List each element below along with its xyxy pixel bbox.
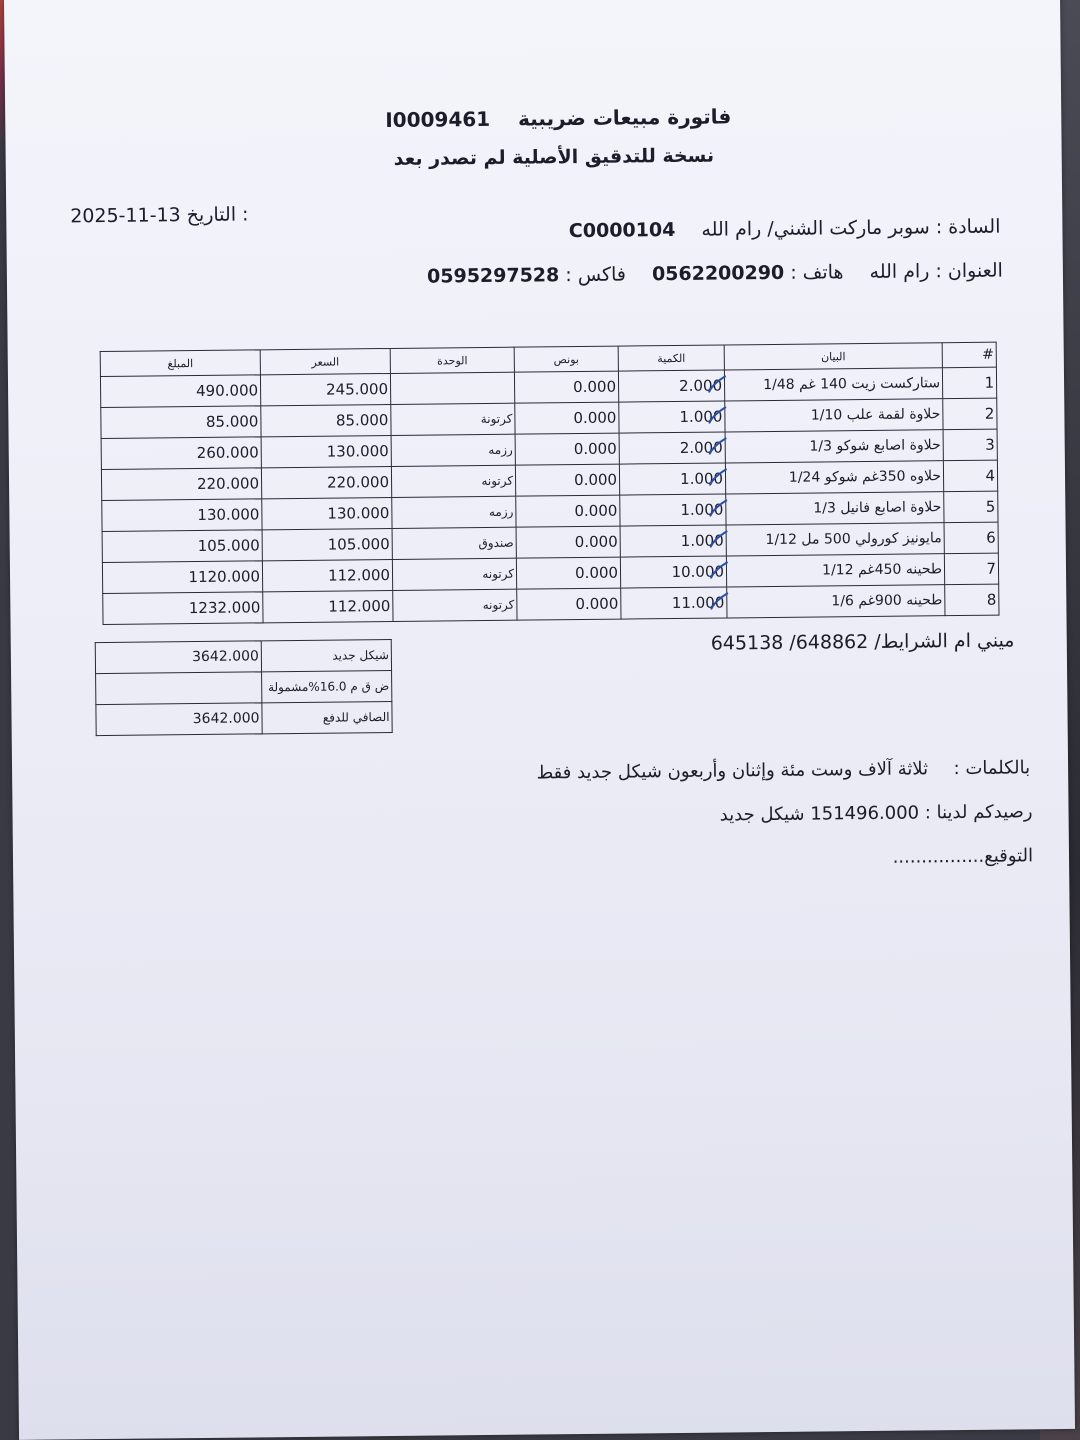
pen-checkmark-icon xyxy=(707,404,727,426)
header-price: السعر xyxy=(260,348,390,374)
row-price: 130.000 xyxy=(262,497,392,529)
vat-value xyxy=(96,672,262,705)
pen-checkmark-icon xyxy=(707,373,727,395)
balance-value: 151496.000 xyxy=(810,802,920,825)
customer-code: C0000104 xyxy=(568,218,676,243)
row-unit: كرتونه xyxy=(393,589,517,621)
row-desc xyxy=(726,554,944,587)
address-value: رام الله xyxy=(869,260,930,283)
row-idx: 2 xyxy=(943,398,997,430)
pen-checkmark-icon xyxy=(708,466,728,488)
items-body xyxy=(100,367,999,624)
pen-checkmark-icon xyxy=(709,528,729,550)
totals-table xyxy=(95,639,393,736)
balance-currency: شيكل جديد xyxy=(719,803,805,826)
customer-name: سوبر ماركت الشني/ رام الله xyxy=(701,216,930,241)
row-bonus: 0.000 xyxy=(516,557,620,589)
net-row xyxy=(96,701,392,735)
row-bonus: 0.000 xyxy=(517,588,621,620)
phone-label: هاتف : xyxy=(790,261,844,284)
address-line xyxy=(427,260,1003,288)
items-table xyxy=(100,342,1000,625)
row-unit: كرتونه xyxy=(391,465,515,497)
invoice-title xyxy=(385,104,731,132)
row-unit xyxy=(390,372,514,404)
row-qty: 1.000 xyxy=(620,494,726,526)
row-price: 112.000 xyxy=(263,590,393,622)
row-bonus: 0.000 xyxy=(516,495,620,527)
row-idx: 8 xyxy=(945,584,999,616)
row-amount: 130.000 xyxy=(102,499,262,532)
row-desc xyxy=(724,368,942,401)
row-idx: 4 xyxy=(943,460,997,492)
date-value: 2025-11-13 xyxy=(70,204,181,228)
row-amount: 260.000 xyxy=(101,437,261,470)
row-price: 105.000 xyxy=(262,528,392,560)
header-idx: # xyxy=(942,342,996,368)
customer-label: السادة : xyxy=(935,215,1001,239)
row-qty: 2.000 xyxy=(619,432,725,464)
row-qty: 1.000 xyxy=(619,401,725,433)
fax-value: 0595297528 xyxy=(426,264,560,288)
row-qty: 1.000 xyxy=(620,525,726,557)
net-label: الصافي للدفع xyxy=(262,701,392,733)
row-idx: 6 xyxy=(944,522,998,554)
row-qty: 2.000 xyxy=(618,370,724,402)
header-amount: المبلغ xyxy=(100,350,260,377)
subtotal-row xyxy=(95,639,391,673)
handwritten-note: ميني ام الشرايط/ 648862/ 645138 xyxy=(710,629,1015,655)
row-desc xyxy=(726,523,944,556)
row-amount: 105.000 xyxy=(102,530,262,563)
net-value: 3642.000 xyxy=(96,703,262,736)
balance-label: رصيدكم لدينا : xyxy=(924,801,1033,824)
row-desc xyxy=(727,585,945,618)
row-price: 220.000 xyxy=(261,466,391,498)
subtotal-label: شيكل جديد xyxy=(261,639,391,671)
row-idx: 5 xyxy=(944,491,998,523)
row-price: 130.000 xyxy=(261,435,391,467)
row-price: 245.000 xyxy=(260,373,390,405)
invoice-subtitle: نسخة للتدقيق الأصلية لم تصدر بعد xyxy=(393,144,715,170)
row-price: 85.000 xyxy=(261,404,391,436)
row-qty: 11.000 xyxy=(621,587,727,619)
pen-checkmark-icon xyxy=(708,497,728,519)
row-unit: كرتونه xyxy=(392,558,516,590)
row-desc-text: حلاوة اصابع شوكو 1/3 xyxy=(809,437,941,455)
amount-in-words xyxy=(536,757,1030,783)
subtotal-value: 3642.000 xyxy=(95,641,261,674)
fax-label: فاكس : xyxy=(565,263,627,287)
row-unit: رزمه xyxy=(392,496,516,528)
row-idx: 7 xyxy=(944,553,998,585)
pen-checkmark-icon xyxy=(709,590,729,612)
row-amount: 490.000 xyxy=(100,375,260,408)
row-unit: صندوق xyxy=(392,527,516,559)
row-amount: 85.000 xyxy=(101,406,261,439)
row-desc xyxy=(726,492,944,525)
row-bonus: 0.000 xyxy=(515,464,619,496)
address-label: العنوان : xyxy=(935,259,1004,283)
balance-line xyxy=(720,801,1033,825)
row-bonus: 0.000 xyxy=(516,526,620,558)
pen-checkmark-icon xyxy=(708,435,728,457)
row-amount: 1232.000 xyxy=(103,592,263,625)
date-label: التاريخ : xyxy=(186,203,249,227)
row-idx: 3 xyxy=(943,429,997,461)
row-amount: 1120.000 xyxy=(102,561,262,594)
row-amount: 220.000 xyxy=(101,468,261,501)
words-label: بالكلمات : xyxy=(953,757,1031,780)
header-bonus: بونص xyxy=(514,346,618,372)
row-desc-text: حلاوة اصابع فانيل 1/3 xyxy=(813,499,942,517)
customer-line xyxy=(569,216,1001,243)
header-desc: البيان xyxy=(724,343,942,370)
signature-line: التوقيع................ xyxy=(892,845,1034,868)
row-desc xyxy=(725,461,943,494)
vat-label: ض ق م 16.0%مشمولة xyxy=(262,670,392,702)
row-desc-text: ستاركست زيت 140 غم 1/48 xyxy=(763,375,941,394)
vat-row xyxy=(96,670,392,704)
row-idx: 1 xyxy=(942,367,996,399)
invoice-date xyxy=(70,203,248,227)
header-qty: الكمية xyxy=(618,345,724,371)
header-unit: الوحدة xyxy=(390,347,514,373)
row-desc-text: طحينه 900غم 1/6 xyxy=(831,592,943,610)
row-bonus: 0.000 xyxy=(514,371,618,403)
row-qty: 1.000 xyxy=(619,463,725,495)
row-desc xyxy=(725,399,943,432)
row-unit: كرتونة xyxy=(391,403,515,435)
row-desc-text: طحينه 450غم 1/12 xyxy=(822,561,943,579)
row-desc-text: حلاوة لقمة علب 1/10 xyxy=(810,406,941,424)
row-desc-text: حلاوه 350غم شوكو 1/24 xyxy=(788,468,942,486)
pen-checkmark-icon xyxy=(709,559,729,581)
row-qty: 10.000 xyxy=(620,556,726,588)
phone-value: 0562200290 xyxy=(651,261,785,286)
invoice-number: I0009461 xyxy=(385,106,491,133)
invoice-paper xyxy=(4,0,1075,1440)
invoice-title-text: فاتورة مبيعات ضريبية xyxy=(517,104,732,131)
row-bonus: 0.000 xyxy=(515,433,619,465)
row-desc xyxy=(725,430,943,463)
row-unit: رزمه xyxy=(391,434,515,466)
row-price: 112.000 xyxy=(262,559,392,591)
words-value: ثلاثة آلاف وست مئة وإثنان وأربعون شيكل جديد فقط xyxy=(536,758,929,784)
row-desc-text: مايونيز كورولي 500 مل 1/12 xyxy=(765,530,942,549)
row-bonus: 0.000 xyxy=(515,402,619,434)
